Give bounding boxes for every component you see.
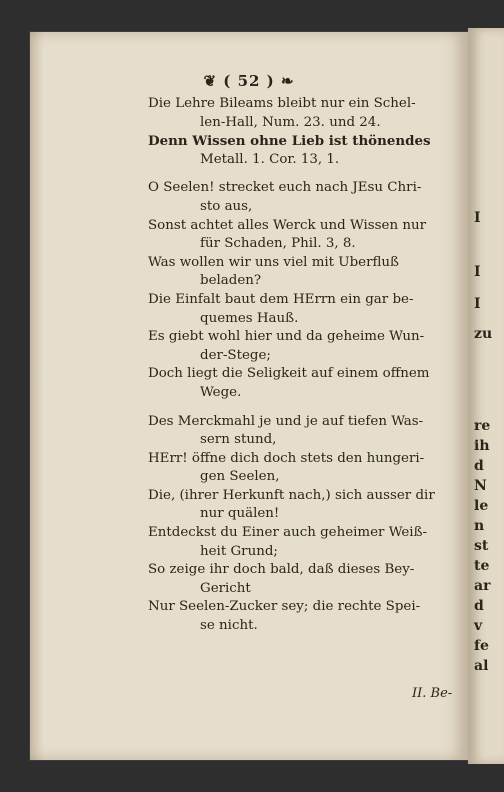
text-line: Sonst achtet alles Werck und Wissen nur bbox=[148, 217, 426, 233]
text-line: Wege. bbox=[200, 384, 242, 400]
text-line: gen Seelen, bbox=[200, 469, 280, 485]
right-book-page-edge bbox=[468, 28, 504, 764]
text-line: se nicht. bbox=[200, 618, 258, 634]
facing-page-fragment: d bbox=[474, 458, 484, 474]
text-line: beladen? bbox=[200, 273, 262, 289]
stanza-gap bbox=[148, 169, 452, 179]
facing-page-fragment: st bbox=[474, 538, 489, 554]
text-line: quemes Hauß. bbox=[200, 310, 299, 326]
facing-page-fragment: I bbox=[474, 210, 481, 226]
text-line: Gericht bbox=[200, 580, 251, 596]
page-header: ❦ ( 52 ) ❧ bbox=[203, 72, 295, 90]
catchword: II. Be- bbox=[412, 686, 453, 701]
text-line: Die, (ihrer Herkunft nach,) sich ausser dir bbox=[148, 487, 435, 503]
text-line: Nur Seelen-Zucker sey; die rechte Spei- bbox=[148, 599, 421, 615]
facing-page-fragment: I bbox=[474, 264, 481, 280]
facing-page-fragment: v bbox=[474, 618, 483, 634]
text-line: len-Hall, Num. 23. und 24. bbox=[200, 114, 381, 130]
text-line: nur quälen! bbox=[200, 506, 280, 522]
text-line: Metall. 1. Cor. 13, 1. bbox=[200, 151, 340, 167]
facing-page-fragment: n bbox=[474, 518, 485, 534]
text-line: der-Stege; bbox=[200, 347, 271, 363]
facing-page-fragment: ar bbox=[474, 578, 491, 594]
text-line: Die Lehre Bileams bleibt nur ein Schel- bbox=[148, 96, 416, 111]
text-line: So zeige ihr doch bald, daß dieses Bey- bbox=[148, 562, 415, 578]
text-line: heit Grund; bbox=[200, 543, 278, 559]
text-line: sto aus, bbox=[200, 198, 253, 214]
text-line: Die Einfalt baut dem HErrn ein gar be- bbox=[148, 291, 414, 307]
text-line: Was wollen wir uns viel mit Uberfluß bbox=[148, 254, 399, 270]
text-line: Entdeckst du Einer auch geheimer Weiß- bbox=[148, 525, 428, 541]
text-line: Denn Wissen ohne Lieb ist thönendes bbox=[148, 133, 431, 150]
facing-page-fragment: al bbox=[474, 658, 489, 674]
facing-page-fragment: fe bbox=[474, 638, 489, 654]
text-line: Es giebt wohl hier und da geheime Wun- bbox=[148, 329, 425, 345]
facing-page-fragment: I bbox=[474, 296, 481, 312]
text-line: HErr! öffne dich doch stets den hungeri- bbox=[148, 450, 425, 466]
poem-text-block bbox=[148, 95, 452, 636]
text-line: Des Merckmahl je und je auf tiefen Was- bbox=[148, 413, 424, 429]
stanza-gap bbox=[148, 403, 452, 413]
facing-page-fragment: le bbox=[474, 498, 489, 514]
facing-page-fragment: d bbox=[474, 598, 484, 614]
facing-page-fragment: zu bbox=[474, 326, 493, 342]
text-line: Doch liegt die Seligkeit auf einem offnem bbox=[148, 366, 430, 382]
text-line: für Schaden, Phil. 3, 8. bbox=[200, 236, 356, 252]
facing-page-fragment: ih bbox=[474, 438, 490, 454]
left-book-page bbox=[30, 32, 468, 760]
text-line: O Seelen! strecket euch nach JEsu Chri- bbox=[148, 180, 422, 196]
facing-page-fragment: N bbox=[474, 478, 487, 494]
facing-page-fragment: re bbox=[474, 418, 491, 434]
text-line: sern stund, bbox=[200, 432, 277, 448]
facing-page-fragment: te bbox=[474, 558, 490, 574]
